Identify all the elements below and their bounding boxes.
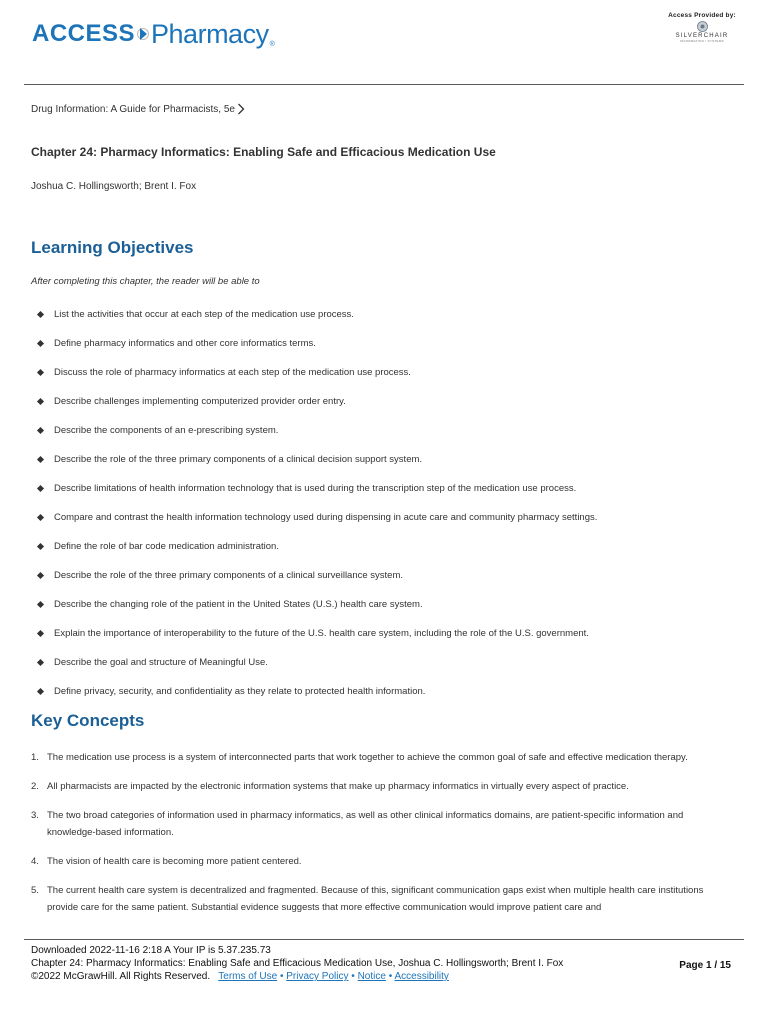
learning-objectives-heading: Learning Objectives — [31, 238, 194, 257]
list-item — [38, 508, 738, 537]
objective-text: Explain the importance of interoperability to the future of the U.S. health care system, including the role of the U.S. government. — [54, 628, 589, 639]
diamond-bullet-icon — [37, 398, 44, 405]
list-item — [38, 566, 738, 595]
list-item — [31, 778, 731, 795]
logo-pharmacy-text: Pharmacy — [151, 18, 269, 49]
list-item — [38, 479, 738, 508]
key-concepts-list — [31, 749, 731, 928]
diamond-bullet-icon — [37, 427, 44, 434]
access-pharmacy-logo[interactable] — [32, 14, 275, 54]
list-item — [31, 882, 731, 916]
logo-arrow-icon — [137, 22, 149, 46]
objective-text: Define privacy, security, and confidentiality as they relate to protected health information. — [54, 686, 426, 697]
objective-text: Describe the role of the three primary components of a clinical surveillance system. — [54, 570, 404, 581]
concept-number: 2. — [31, 781, 39, 792]
logo-registered-mark: ® — [269, 41, 275, 48]
objective-text: Discuss the role of pharmacy informatics at each step of the medication use process. — [54, 367, 411, 378]
chapter-authors: Joshua C. Hollingsworth; Brent I. Fox — [31, 181, 197, 192]
access-provided-by — [666, 12, 738, 43]
download-info: Downloaded 2022-11-16 2:18 A Your IP is 5.37.235.73 — [31, 945, 271, 956]
concept-number: 4. — [31, 856, 39, 867]
list-item — [31, 853, 731, 870]
objective-text: Describe the components of an e-prescribing system. — [54, 425, 279, 436]
diamond-bullet-icon — [37, 340, 44, 347]
logo-access-text: ACCESS — [32, 20, 136, 47]
notice-link[interactable]: Notice — [357, 971, 386, 982]
list-item — [38, 334, 738, 363]
objective-text: Describe the goal and structure of Meaningful Use. — [54, 657, 268, 668]
breadcrumb[interactable] — [31, 103, 245, 115]
provider-tagline: INFORMATION / SYSTEMS — [680, 39, 724, 43]
diamond-bullet-icon — [37, 572, 44, 579]
list-item — [38, 363, 738, 392]
concept-text: The medication use process is a system of interconnected parts that work together to achieve the common goal of safe and effective medication therapy. — [47, 752, 688, 763]
concept-text: The current health care system is decentralized and fragmented. Because of this, significant communication gaps exist when multiple health care institutions provide care for the same patient. Substantial evidence suggests that more effective communication would improve patient care and — [47, 885, 704, 913]
diamond-bullet-icon — [37, 659, 44, 666]
silverchair-emblem-icon — [697, 21, 708, 32]
list-item — [38, 450, 738, 479]
concept-text: The two broad categories of information used in pharmacy informatics, as well as other clinical informatics domains, are patient-specific information and knowledge-based information. — [47, 810, 684, 838]
diamond-bullet-icon — [37, 311, 44, 318]
copyright-text: ©2022 McGrawHill. All Rights Reserved. — [31, 971, 211, 982]
list-item — [38, 421, 738, 450]
list-item — [38, 305, 738, 334]
objective-text: Describe the changing role of the patient in the United States (U.S.) health care system. — [54, 599, 423, 610]
concept-number: 1. — [31, 752, 39, 763]
objective-text: Compare and contrast the health information technology used during dispensing in acute care and community pharmacy settings. — [54, 512, 598, 523]
list-item — [38, 392, 738, 421]
key-concepts-heading: Key Concepts — [31, 711, 145, 730]
learning-objectives-list — [38, 305, 738, 711]
diamond-bullet-icon — [37, 369, 44, 376]
provider-name: SILVERCHAIR — [675, 33, 729, 39]
page-number: Page 1 / 15 — [679, 960, 731, 971]
list-item — [38, 595, 738, 624]
list-item — [31, 807, 731, 841]
diamond-bullet-icon — [37, 514, 44, 521]
objective-text: Define the role of bar code medication administration. — [54, 541, 279, 552]
objective-text: List the activities that occur at each step of the medication use process. — [54, 309, 354, 320]
separator: • — [388, 971, 393, 982]
diamond-bullet-icon — [37, 630, 44, 637]
concept-text: The vision of health care is becoming more patient centered. — [47, 856, 302, 867]
page-clip — [0, 928, 768, 939]
privacy-policy-link[interactable]: Privacy Policy — [286, 971, 349, 982]
diamond-bullet-icon — [37, 543, 44, 550]
breadcrumb-book-link[interactable]: Drug Information: A Guide for Pharmacists, 5e — [31, 103, 235, 115]
objective-text: Describe limitations of health information technology that is used during the transcription step of the medication use process. — [54, 483, 577, 494]
diamond-bullet-icon — [37, 485, 44, 492]
list-item — [38, 653, 738, 682]
citation: Chapter 24: Pharmacy Informatics: Enabling Safe and Efficacious Medication Use, Joshua C. Hollingsworth; Brent I. Fox — [31, 958, 564, 969]
accessibility-link[interactable]: Accessibility — [394, 971, 449, 982]
diamond-bullet-icon — [37, 601, 44, 608]
footer-divider — [24, 939, 744, 940]
objective-text: Define pharmacy informatics and other core informatics terms. — [54, 338, 316, 349]
concept-number: 3. — [31, 810, 39, 821]
concept-text: All pharmacists are impacted by the electronic information systems that make up pharmacy informatics in virtually every aspect of practice. — [47, 781, 629, 792]
chevron-right-icon — [237, 103, 245, 115]
learning-objectives-intro: After completing this chapter, the reader will be able to — [31, 276, 260, 287]
diamond-bullet-icon — [37, 688, 44, 695]
terms-of-use-link[interactable]: Terms of Use — [218, 971, 278, 982]
copyright-line — [31, 970, 741, 983]
page-header — [0, 0, 768, 86]
provided-by-label: Access Provided by: — [668, 12, 736, 19]
list-item — [38, 682, 738, 711]
list-item — [38, 537, 738, 566]
objective-text: Describe challenges implementing computerized provider order entry. — [54, 396, 346, 407]
page-footer — [31, 944, 741, 983]
diamond-bullet-icon — [37, 456, 44, 463]
list-item — [31, 749, 731, 766]
objective-text: Describe the role of the three primary components of a clinical decision support system. — [54, 454, 423, 465]
chapter-title: Chapter 24: Pharmacy Informatics: Enabling Safe and Efficacious Medication Use — [31, 145, 496, 159]
separator: • — [351, 971, 355, 982]
header-divider — [24, 84, 744, 85]
concept-number: 5. — [31, 885, 39, 896]
separator: • — [279, 971, 284, 982]
list-item — [38, 624, 738, 653]
